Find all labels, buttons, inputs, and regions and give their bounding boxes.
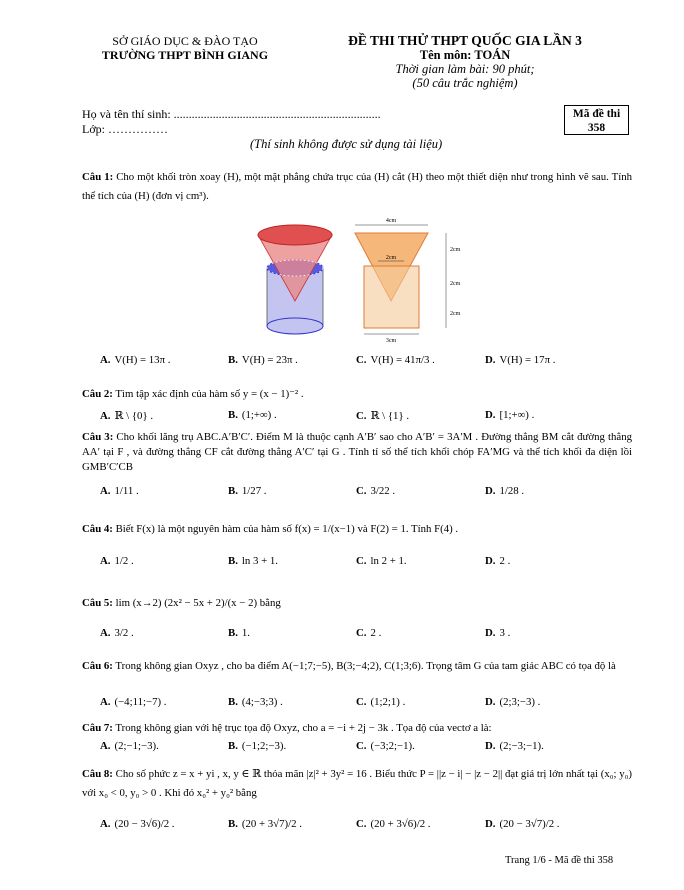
label-mid-width: 2cm xyxy=(385,255,397,261)
question-text: Cho một khối tròn xoay (H), một mặt phẳng chứa trục của (H) cắt (H) theo một thiết diện như trong hình vẽ sau. Tính thể tích của (H) (đơn vị cm³). xyxy=(82,171,632,202)
answer-4a[interactable]: A. 1/2 . xyxy=(100,555,134,567)
student-class-line: Lớp: …………… xyxy=(82,122,169,136)
answer-6a[interactable]: A. (−4;11;−7) . xyxy=(100,696,167,708)
question-4: Câu 4: Biết F(x) là một nguyên hàm của hàm số f(x) = 1/(x−1) và F(2) = 1. Tính F(4) . xyxy=(82,523,459,535)
answer-3d[interactable]: D. 1/28 . xyxy=(485,485,525,497)
exam-code-box xyxy=(564,105,629,135)
page-footer: Trang 1/6 - Mã đề thi 358 xyxy=(505,855,614,866)
answer-5c[interactable]: C. 2 . xyxy=(356,627,382,639)
answer-5a[interactable]: A. 3/2 . xyxy=(100,627,134,639)
question-6: Câu 6: Trong không gian Oxyz , cho ba điểm A(−1;7;−5), B(3;−4;2), C(1;3;6). Trọng tâm G của tam giác ABC có tọa độ là xyxy=(82,660,616,672)
label-height-2: 2cm xyxy=(450,281,461,287)
answer-5d[interactable]: D. 3 . xyxy=(485,627,511,639)
answer-2c[interactable]: C. ℝ \ {1} . xyxy=(356,410,410,422)
answer-8d[interactable]: D. (20 − 3√7)/2 . xyxy=(485,818,560,830)
school-name: TRƯỜNG THPT BÌNH GIANG xyxy=(101,48,269,62)
answer-4d[interactable]: D. 2 . xyxy=(485,555,511,567)
answer-7d[interactable]: D. (2;−3;−1). xyxy=(485,740,544,752)
exam-subject: Tên môn: TOÁN xyxy=(419,48,511,62)
answer-2b[interactable]: B. (1;+∞) . xyxy=(228,409,277,421)
exam-title: ĐỀ THI THỬ THPT QUỐC GIA LẦN 3 xyxy=(348,33,582,48)
answer-5b[interactable]: B. 1. xyxy=(228,627,251,639)
answer-1a[interactable]: A. V(H) = 13π . xyxy=(100,354,171,366)
exam-code-value: 358 xyxy=(587,122,606,134)
department-name: SỞ GIÁO DỤC & ĐÀO TẠO xyxy=(112,34,258,48)
student-name-line: Họ và tên thí sinh: ..................................................................... xyxy=(82,107,381,121)
answer-7a[interactable]: A. (2;−1;−3). xyxy=(100,740,159,752)
question-8: Câu 8: Cho số phức z = x + yi , x, y ∈ ℝ thỏa mãn |z|² + 3y² = 16 . Biểu thức P = ||z − i| − |z − 2|| đạt giá trị lớn nhất tại (x₀; y₀) với x₀ < 0, y₀ > 0 . Khi đó x₀² + y₀² bằng xyxy=(82,768,632,799)
answer-1d[interactable]: D. V(H) = 17π . xyxy=(485,354,556,366)
question-1 xyxy=(82,168,632,206)
exam-time: Thời gian làm bài: 90 phút; xyxy=(395,62,535,76)
answer-2a[interactable]: A. ℝ \ {0} . xyxy=(100,410,154,422)
solid-figure xyxy=(250,215,480,345)
header-right xyxy=(320,34,610,90)
answer-1b[interactable]: B. V(H) = 23π . xyxy=(228,354,298,366)
label-height-3: 2cm xyxy=(450,311,461,317)
question-label: Câu 1: xyxy=(82,171,114,183)
answer-7b[interactable]: B. (−1;2;−3). xyxy=(228,740,287,752)
question-7: Câu 7: Trong không gian với hệ trục tọa độ Oxyz, cho a = −i + 2j − 3k . Tọa độ của vectơ a là: xyxy=(82,722,492,734)
answer-8c[interactable]: C. (20 + 3√6)/2 . xyxy=(356,818,431,830)
exam-code-label: Mã đề thi xyxy=(572,108,621,120)
header-left xyxy=(80,34,290,62)
answer-4b[interactable]: B. ln 3 + 1. xyxy=(228,555,278,567)
question-2: Câu 2: Tìm tập xác định của hàm số y = (x − 1)⁻² . xyxy=(82,388,304,400)
answer-3c[interactable]: C. 3/22 . xyxy=(356,485,396,497)
label-bottom-width: 3cm xyxy=(385,338,397,344)
cross-section-drawing xyxy=(355,218,461,344)
label-top-width: 4cm xyxy=(385,218,397,224)
answer-6c[interactable]: C. (1;2;1) . xyxy=(356,696,406,708)
question-3: Câu 3: Cho khối lăng trụ ABC.A′B′C′. Điểm M là thuộc cạnh A′B′ sao cho A′B′ = 3A′M . Đường thẳng BM cắt đường thẳng AA′ tại F , và đường thẳng CF cắt đường thẳng A′C′ tại G . Tính tỉ số thể tích khối chóp FA′MG và thể tích khối đa diện lồi GMB′C′CB xyxy=(82,431,632,473)
answer-8b[interactable]: B. (20 + 3√7)/2 . xyxy=(228,818,302,830)
label-height-1: 2cm xyxy=(450,247,461,253)
answer-3b[interactable]: B. 1/27 . xyxy=(228,485,267,497)
answer-3a[interactable]: A. 1/11 . xyxy=(100,485,139,497)
answer-4c[interactable]: C. ln 2 + 1. xyxy=(356,555,407,567)
answer-7c[interactable]: C. (−3;2;−1). xyxy=(356,740,415,752)
answer-6d[interactable]: D. (2;3;−3) . xyxy=(485,696,541,708)
exam-question-count: (50 câu trắc nghiệm) xyxy=(412,76,518,90)
exam-note: (Thí sinh không được sử dụng tài liệu) xyxy=(250,137,443,151)
question-5: Câu 5: lim (x→2) (2x² − 5x + 2)/(x − 2) bằng xyxy=(82,597,281,609)
answer-1c[interactable]: C. V(H) = 41π/3 . xyxy=(356,354,435,366)
solid-3d-drawing xyxy=(258,225,332,334)
answer-6b[interactable]: B. (4;−3;3) . xyxy=(228,696,283,708)
answer-2d[interactable]: D. [1;+∞) . xyxy=(485,409,535,421)
answer-8a[interactable]: A. (20 − 3√6)/2 . xyxy=(100,818,175,830)
